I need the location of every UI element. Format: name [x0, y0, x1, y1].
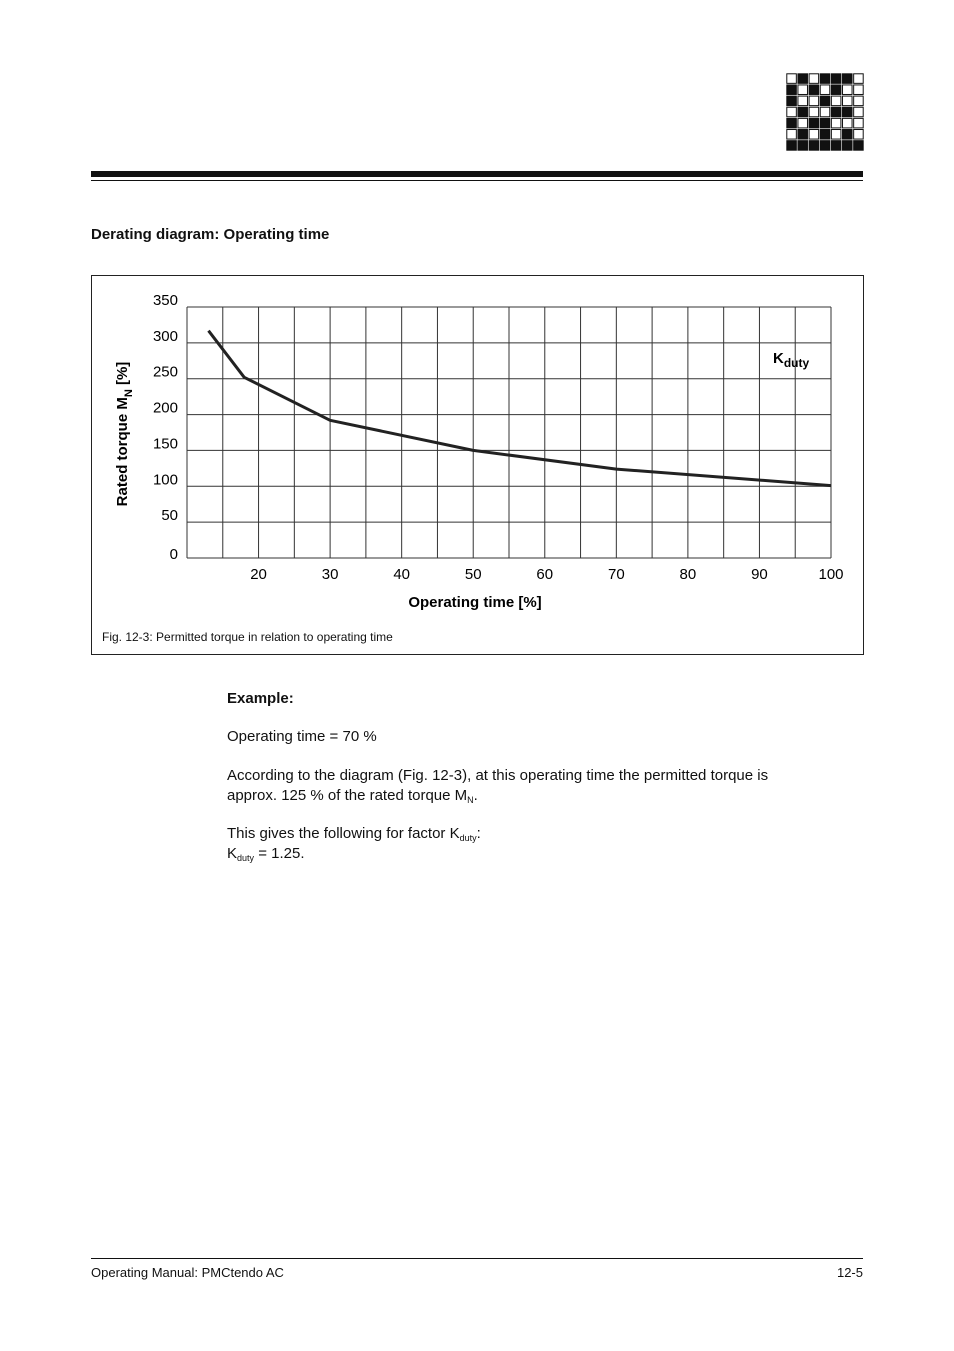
logo-cell [843, 130, 853, 140]
derating-chart [92, 276, 863, 626]
y-axis-label-sub: N [123, 389, 135, 398]
y-tick-label: 0 [169, 546, 178, 563]
company-logo-icon [786, 73, 864, 151]
logo-cell [820, 130, 830, 140]
example-para3-line-b [227, 844, 305, 864]
example-heading: Example: [227, 690, 294, 707]
y-tick-label: 50 [161, 507, 178, 525]
logo-cell [798, 74, 808, 84]
header-rule-thin [91, 180, 863, 181]
logo-cell [809, 74, 819, 84]
para3-end: : [476, 825, 481, 842]
logo-cell [831, 74, 841, 84]
logo-cell [809, 107, 819, 117]
y-tick-label: 350 [152, 292, 178, 309]
logo-cell [854, 96, 864, 106]
y-axis-label-main: Rated torque M [114, 397, 131, 507]
footer-manual-title: Operating Manual: PMCtendo AC [91, 1265, 284, 1280]
logo-cell [787, 85, 797, 95]
x-tick-label: 30 [321, 566, 339, 583]
para2-text: approx. 125 % of the rated torque M [227, 787, 468, 804]
logo-cell [854, 141, 864, 151]
logo-cell [798, 96, 808, 106]
example-line1: Operating time = 70 % [227, 728, 377, 745]
logo-cell [843, 141, 853, 151]
logo-cell [787, 118, 797, 128]
footer-page-number: 12-5 [836, 1265, 863, 1280]
logo-cell [854, 85, 864, 95]
logo-cell [787, 74, 797, 84]
example-para2-line-a: According to the diagram (Fig. 12-3), at this operating time the permitted torque is [227, 767, 769, 784]
logo-cell [809, 85, 819, 95]
logo-cell [854, 74, 864, 84]
kduty-sub: duty [237, 853, 255, 863]
example-para3-line-a [227, 824, 481, 844]
logo-cell [831, 107, 841, 117]
logo-cell [854, 118, 864, 128]
logo-cell [798, 130, 808, 140]
logo-cell [809, 130, 819, 140]
logo-cell [831, 96, 841, 106]
logo-cell [854, 107, 864, 117]
logo-cell [809, 118, 819, 128]
logo-cell [843, 118, 853, 128]
x-tick-label: 60 [536, 566, 554, 583]
para2-sub: N [467, 795, 474, 805]
kduty-curve [209, 331, 832, 486]
logo-cell [820, 74, 830, 84]
figure-frame [91, 275, 864, 655]
logo-cell [831, 85, 841, 95]
chart-grid [187, 307, 831, 558]
logo-cell [843, 74, 853, 84]
logo-cell [820, 118, 830, 128]
logo-cell [854, 130, 864, 140]
logo-cell [787, 130, 797, 140]
y-tick-labels [153, 292, 178, 563]
series-label-main: K [773, 350, 784, 367]
series-label-kduty [773, 350, 810, 370]
x-tick-label: 100 [818, 566, 844, 583]
x-tick-label: 80 [679, 566, 697, 583]
logo-cell [820, 107, 830, 117]
logo-cell [820, 96, 830, 106]
logo-cell [820, 85, 830, 95]
logo-cell [798, 141, 808, 151]
logo-cell [820, 141, 830, 151]
y-tick-label: 150 [152, 435, 178, 453]
y-tick-label: 200 [152, 399, 178, 417]
para3-sub: duty [459, 833, 477, 843]
logo-cell [798, 85, 808, 95]
logo-cell [843, 96, 853, 106]
header-rule-thick [91, 171, 863, 177]
x-tick-label: 90 [751, 566, 768, 583]
logo-cell [787, 96, 797, 106]
y-tick-label: 300 [152, 327, 178, 345]
x-tick-label: 50 [464, 566, 482, 583]
footer-rule [91, 1258, 863, 1259]
example-para2-line-b [227, 786, 478, 806]
x-tick-label: 20 [250, 566, 267, 583]
y-axis-label-unit: [%] [114, 361, 131, 390]
logo-cell [831, 130, 841, 140]
series-label-sub: duty [783, 356, 810, 370]
logo-cell [798, 118, 808, 128]
logo-cell [831, 141, 841, 151]
para2-end: . [473, 787, 478, 804]
x-tick-label: 40 [393, 566, 411, 583]
y-tick-label: 100 [152, 471, 178, 489]
logo-cell [843, 107, 853, 117]
kduty-main: K [227, 845, 238, 862]
y-tick-label: 250 [152, 363, 178, 381]
figure-caption: Fig. 12-3: Permitted torque in relation to operating time [102, 630, 393, 644]
y-axis-label [114, 362, 135, 507]
section-title: Derating diagram: Operating time [91, 226, 330, 243]
x-tick-label: 70 [607, 566, 625, 583]
logo-cell [831, 118, 841, 128]
kduty-value: = 1.25. [254, 845, 305, 862]
logo-cell [798, 107, 808, 117]
x-axis-label: Operating time [%] [408, 594, 542, 611]
para3-text: This gives the following for factor K [227, 825, 460, 842]
logo-cell [843, 85, 853, 95]
logo-cell [809, 96, 819, 106]
x-tick-labels [250, 566, 843, 583]
logo-cell [809, 141, 819, 151]
logo-cell [787, 141, 797, 151]
logo-cell [787, 107, 797, 117]
